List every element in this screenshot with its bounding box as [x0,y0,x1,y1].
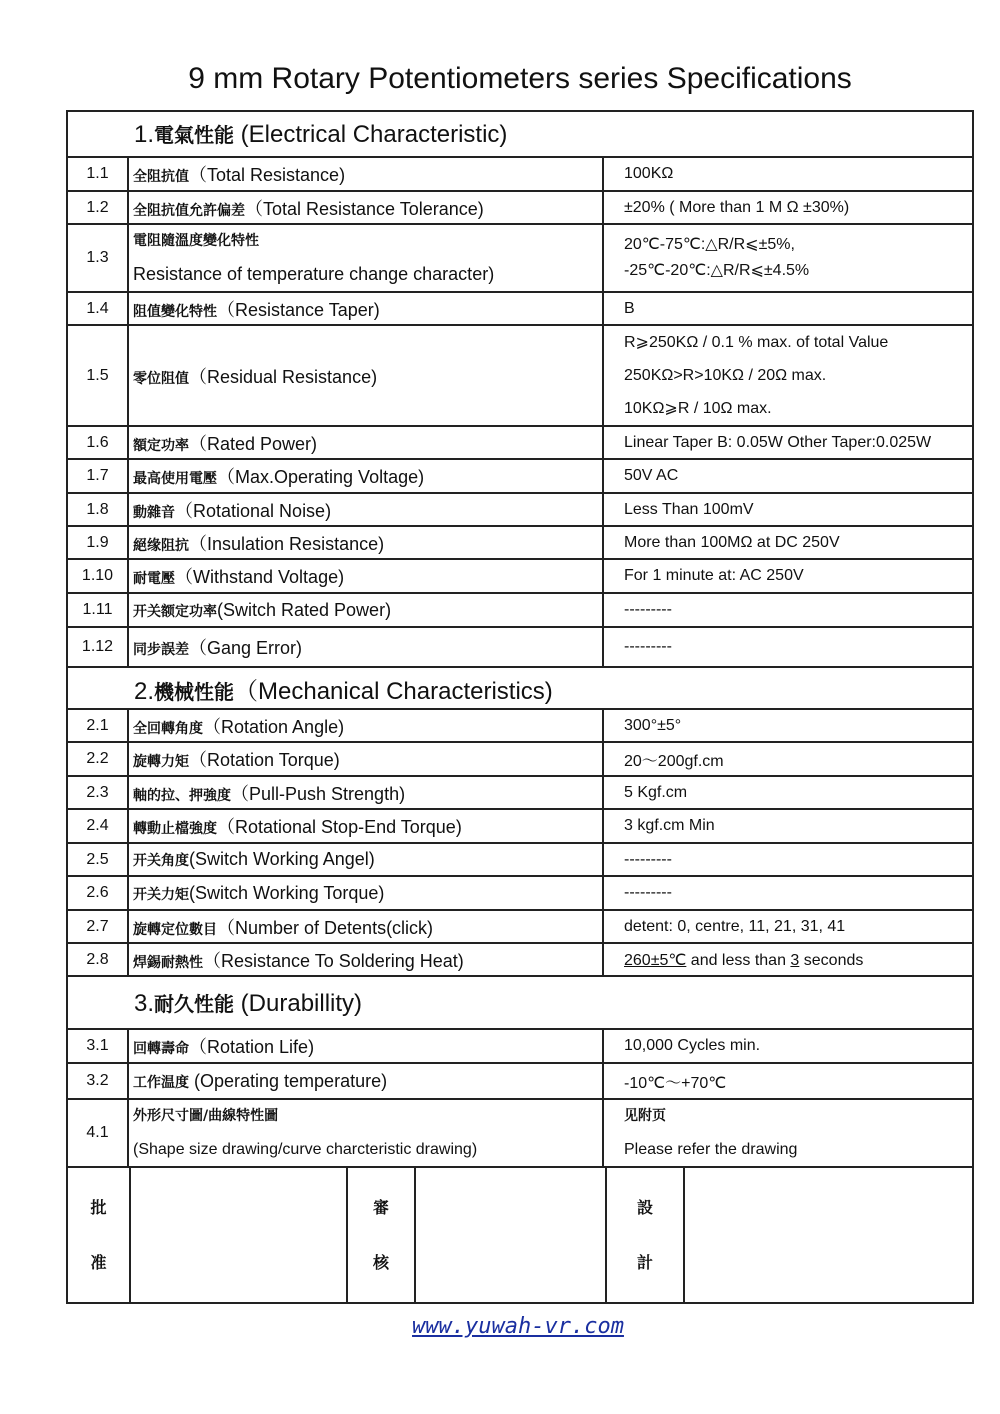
design-label: 設 計 [606,1168,684,1302]
value-line: Less Than 100mV [624,500,754,518]
section-header [67,111,973,157]
value-line: Linear Taper B: 0.05W Other Taper:0.025W [624,433,932,451]
approve-label: 批 准 [68,1168,130,1302]
page-title: 9 mm Rotary Potentiometers series Specifications [188,62,852,95]
value-line: For 1 minute at: AC 250V [624,567,804,584]
item-description [128,742,603,776]
item-value [603,459,973,493]
value-line: 见附页 [624,1108,666,1124]
item-description [128,709,603,742]
desc-cn: 焊錫耐熱性 [133,954,203,971]
item-description [128,876,603,910]
review-label: 審 核 [347,1168,415,1302]
spec-row [67,157,973,191]
item-value [603,224,973,292]
item-description [128,627,603,667]
spec-row [67,627,973,667]
section-header [67,976,973,1029]
approve-signature[interactable] [130,1168,347,1302]
desc-en: （Rated Power) [189,433,318,454]
item-value [603,292,973,325]
item-description [128,776,603,809]
item-value [603,843,973,876]
desc-en: （Withstand Voltage) [175,567,345,587]
item-number: 3.1 [67,1029,128,1063]
value-part: seconds [799,951,864,969]
value-line: 10KΩ⩾R / 10Ω max. [624,400,772,417]
value-part: 260±5℃ [624,951,687,969]
item-description [128,1063,603,1099]
value-line: -25℃-20℃:△R/R⩽±4.5% [624,262,810,279]
desc-en: （Rotational Stop-End Torque) [217,817,462,837]
desc-cn: 耐電壓 [133,571,175,587]
spec-row [67,876,973,910]
item-value [603,943,973,976]
desc-en: （Rotation Torque) [189,750,340,770]
item-value [603,1029,973,1063]
value-part: 3 [790,951,800,969]
desc-cn: 旋轉力矩 [133,754,189,770]
desc-cn: 軸的拉、押強度 [133,787,231,804]
item-value [603,526,973,559]
spec-row [67,493,973,526]
desc-en: （Residual Resistance) [189,366,378,387]
desc-en: (Operating temperature) [189,1070,388,1091]
section-title-cn: 耐久性能 [154,991,235,1016]
item-number: 1.7 [67,459,128,493]
item-description [128,1099,603,1167]
item-number: 1.9 [67,526,128,559]
item-description [128,493,603,526]
value-line: 100KΩ [624,165,674,182]
desc-cn: 全回轉角度 [133,720,203,737]
signoff-row [67,1167,973,1303]
design-signature[interactable] [684,1168,972,1302]
spec-row [67,1029,973,1063]
item-number: 1.5 [67,325,128,426]
spec-row [67,943,973,976]
item-number: 2.1 [67,709,128,742]
item-number: 2.6 [67,876,128,910]
item-description [128,191,603,224]
desc-cn: 額定功率 [133,437,189,454]
desc-cn: 回轉壽命 [133,1041,189,1057]
item-number: 1.3 [67,224,128,292]
value-line: 20℃-75℃:△R/R⩽±5%, [624,236,795,253]
spec-row [67,1099,973,1167]
item-number: 1.12 [67,627,128,667]
desc-cn: 开关额定功率 [133,603,217,620]
section-title-cn: 機械性能 [154,679,235,704]
item-value [603,776,973,809]
footer-link[interactable]: www.yuwah-vr.com [412,1314,624,1339]
value-line: Please refer the drawing [624,1141,798,1158]
desc-cn: 轉動止檔強度 [133,821,217,837]
value-line: More than 100MΩ at DC 250V [624,533,840,551]
review-signature[interactable] [415,1168,606,1302]
item-number: 1.10 [67,559,128,593]
item-description [128,426,603,459]
value-line: 300°±5° [624,716,682,734]
desc-cn: 零位阻值 [133,370,189,387]
section-title-en: (Durabillity) [234,989,363,1017]
spec-row [67,1063,973,1099]
item-number: 1.6 [67,426,128,459]
desc-cn: 外形尺寸圖/曲線特性圖 [133,1108,279,1124]
section-title-en: （Mechanical Characteristics) [234,677,553,705]
item-value [603,876,973,910]
value-line: detent: 0, centre, 11, 21, 31, 41 [624,917,846,935]
desc-cn: 電阻隨溫度變化特性 [133,233,259,249]
desc-cn: 旋轉定位數目 [133,921,217,938]
section-header [67,667,973,709]
spec-row [67,910,973,943]
desc-cn: 全阻抗值允許偏差 [133,202,245,219]
desc-cn: 動雜音 [133,504,175,521]
desc-en: （Insulation Resistance) [189,533,385,554]
item-number: 3.2 [67,1063,128,1099]
desc-en: (Switch Working Torque) [189,882,385,903]
spec-row [67,593,973,627]
section-number: 1. [134,121,155,148]
desc-en: （Total Resistance) [189,165,346,185]
item-description [128,325,603,426]
item-value [603,742,973,776]
spec-row [67,292,973,325]
spec-row [67,809,973,843]
item-number: 2.4 [67,809,128,843]
item-value [603,493,973,526]
desc-en: （Rotation Life) [189,1037,315,1057]
spec-row [67,426,973,459]
value-line: R⩾250KΩ / 0.1 % max. of total Value [624,334,889,351]
item-description [128,943,603,976]
item-description [128,809,603,843]
spec-row [67,559,973,593]
spec-row [67,459,973,493]
item-number: 2.5 [67,843,128,876]
desc-en: （Total Resistance Tolerance) [245,198,484,219]
desc-cn: 最高使用電壓 [133,471,217,487]
item-description [128,526,603,559]
section-number: 3. [134,989,155,1017]
value-line: ±20% ( More than 1 M Ω ±30%) [624,198,850,216]
value-line: 10,000 Cycles min. [624,1037,761,1054]
desc-en: （Gang Error) [189,638,303,658]
spec-row [67,776,973,809]
desc-en: （Rotational Noise) [175,500,332,521]
spec-row [67,843,973,876]
spec-row [67,742,973,776]
desc-cn: 工作温度 [133,1074,189,1091]
item-number: 1.2 [67,191,128,224]
desc-cn: 开关力矩 [133,886,189,903]
value-line: -10℃～+70℃ [624,1074,727,1092]
value-line: B [624,299,635,317]
item-value [603,325,973,426]
item-value [603,709,973,742]
value-line: --------- [624,638,672,655]
item-value [603,910,973,943]
desc-en: （Resistance To Soldering Heat) [203,950,464,971]
value-line: --------- [624,601,672,618]
item-number: 2.3 [67,776,128,809]
item-number: 2.8 [67,943,128,976]
value-line: 250KΩ>R>10KΩ / 20Ω max. [624,367,827,384]
value-line: 20～200gf.cm [624,752,724,770]
value-line: --------- [624,850,672,868]
item-number: 1.8 [67,493,128,526]
item-description [128,910,603,943]
desc-en: (Switch Working Angel) [189,849,375,869]
item-number: 1.11 [67,593,128,627]
spec-row [67,526,973,559]
item-value [603,1063,973,1099]
value-line: 3 kgf.cm Min [624,817,715,834]
value-line: 50V AC [624,467,679,484]
section-title-en: (Electrical Characteristic) [234,121,508,148]
item-description [128,459,603,493]
section-title-cn: 電氣性能 [154,123,235,147]
item-value [603,426,973,459]
spec-row [67,325,973,426]
value-line: --------- [624,884,672,901]
desc-en: （Number of Detents(click) [217,917,434,938]
item-value [603,809,973,843]
item-description [128,157,603,191]
desc-en: （Resistance Taper) [217,299,380,320]
item-number: 4.1 [67,1099,128,1167]
spec-row [67,191,973,224]
desc-en: (Switch Rated Power) [217,599,392,620]
item-description [128,593,603,627]
item-value [603,627,973,667]
desc-cn: 同步誤差 [133,642,189,658]
item-number: 1.4 [67,292,128,325]
desc-cn: 全阻抗值 [133,169,189,185]
item-value [603,1099,973,1167]
item-value [603,559,973,593]
desc-en: Resistance of temperature change character) [133,264,495,284]
section-number: 2. [134,677,155,705]
desc-en: (Shape size drawing/curve charcteristic drawing) [133,1141,478,1158]
desc-en: （Rotation Angle) [203,716,345,737]
desc-cn: 开关角度 [133,853,189,869]
item-number: 1.1 [67,157,128,191]
item-description [128,843,603,876]
item-description [128,1029,603,1063]
desc-cn: 阻值變化特性 [133,303,217,320]
desc-en: （Pull-Push Strength) [231,783,406,804]
value-part: and less than [686,951,791,969]
item-value [603,191,973,224]
spec-row [67,224,973,292]
desc-en: （Max.Operating Voltage) [217,467,425,487]
item-description [128,224,603,292]
desc-cn: 絕缘阻抗 [133,537,189,554]
value-line: 5 Kgf.cm [624,783,688,801]
spec-table [66,110,974,1304]
spec-row [67,709,973,742]
item-description [128,292,603,325]
item-description [128,559,603,593]
item-value [603,593,973,627]
item-number: 2.7 [67,910,128,943]
item-value [603,157,973,191]
item-number: 2.2 [67,742,128,776]
